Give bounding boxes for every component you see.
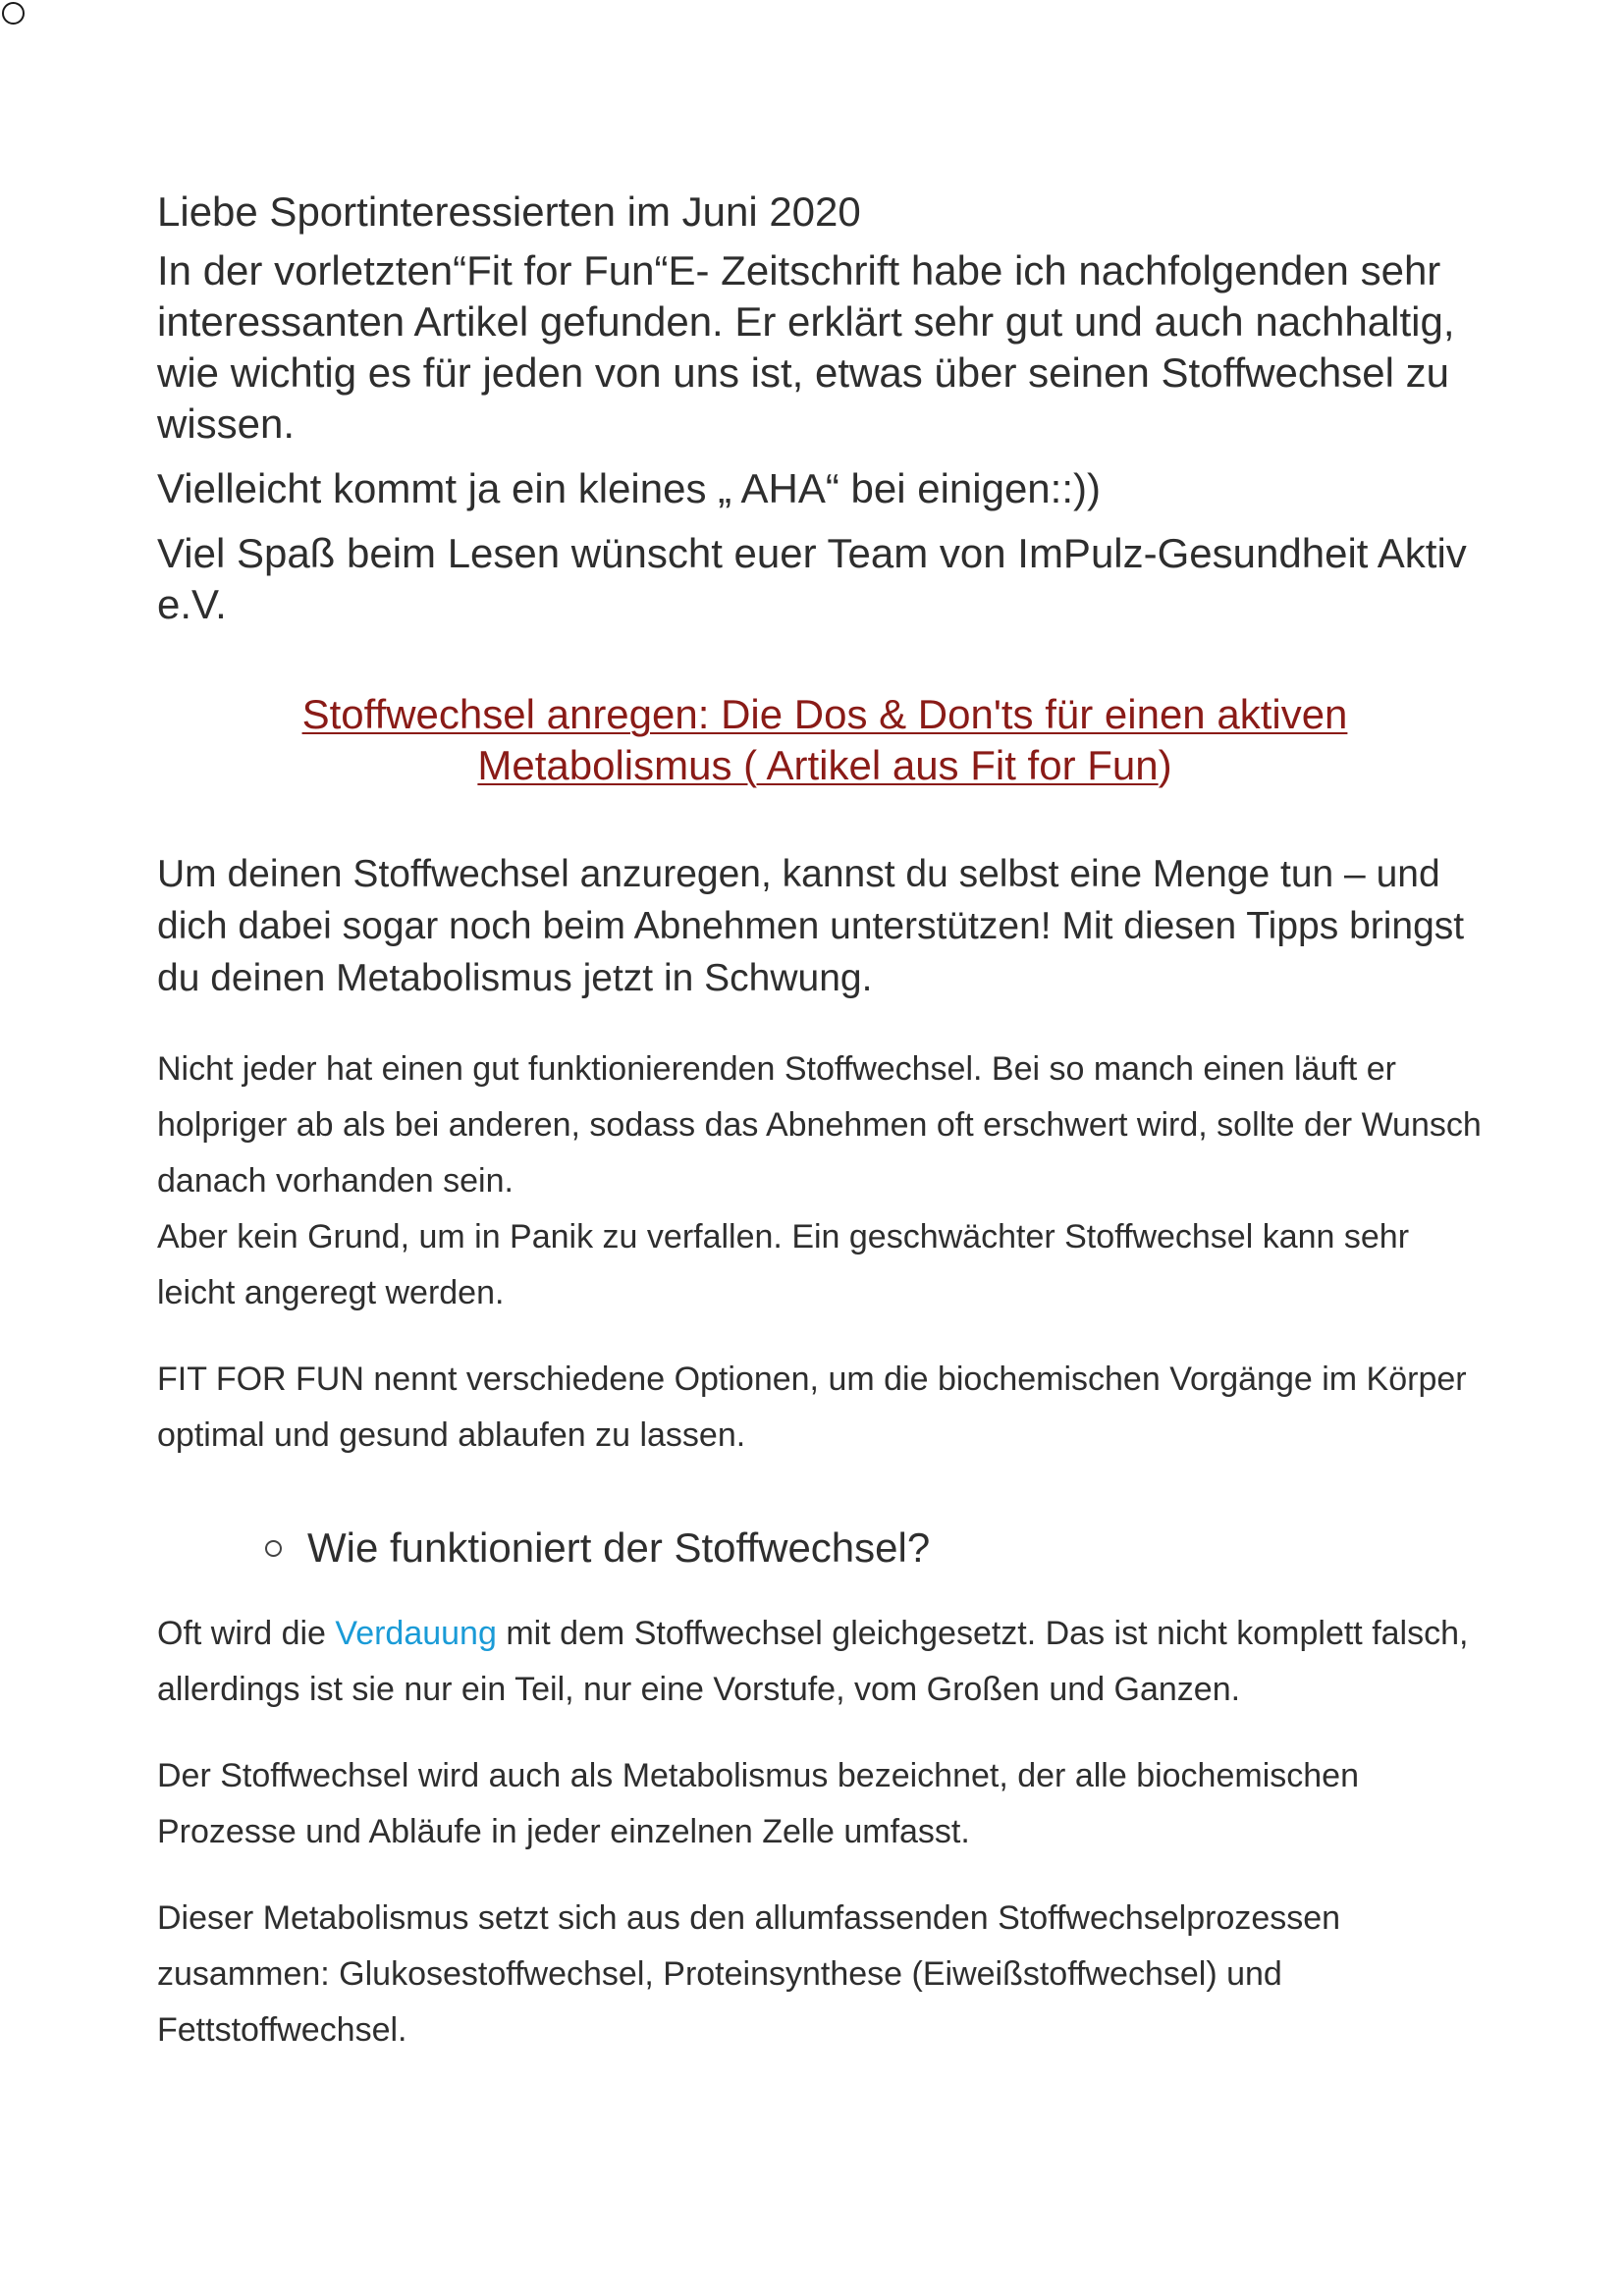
paragraph-stoffwechselprozesse: Dieser Metabolismus setzt sich aus den allumfassenden Stoffwechselprozessen zusammen: Glukosestoffwechsel, Proteinsynthese (Eiweißstoffwechsel) und Fettstoffwechsel.	[157, 1899, 1341, 2049]
hollow-bullet-icon	[265, 1540, 282, 1557]
paragraph-text: mit dem Stoffwechsel gleichgesetzt. Das ist nicht komplett falsch, allerdings ist sie nur ein Teil, nur eine Vorstufe, vom Großen und Ganzen.	[157, 1615, 1469, 1708]
paragraph-stoffwechsel-intro	[157, 1041, 1492, 1321]
greeting: Liebe Sportinteressierten im Juni 2020	[157, 188, 861, 235]
paragraph-fit-for-fun: FIT FOR FUN nennt verschiedene Optionen, um die biochemischen Vorgänge im Körper optimal und gesund ablaufen zu lassen.	[157, 1361, 1467, 1454]
signoff-paragraph: Viel Spaß beim Lesen wünscht euer Team von ImPulz-Gesundheit Aktiv e.V.	[157, 530, 1467, 627]
article-title	[157, 689, 1492, 791]
section-heading	[265, 1521, 1492, 1575]
intro-section	[157, 187, 1492, 630]
article-title-close: )	[1158, 742, 1172, 788]
circle-outline-icon	[2, 2, 25, 25]
intro-paragraph: In der vorletzten“Fit for Fun“E- Zeitschrift habe ich nachfolgenden sehr interessanten Artikel gefunden. Er erklärt sehr gut und auch nachhaltig, wie wichtig es für jeden von uns ist, etwas über seinen Stoffwechsel zu wissen.	[157, 247, 1455, 447]
paragraph-line: Aber kein Grund, um in Panik zu verfallen. Ein geschwächter Stoffwechsel kann sehr leicht angeregt werden.	[157, 1218, 1410, 1311]
article-lead: Um deinen Stoffwechsel anzuregen, kannst du selbst eine Menge tun – und dich dabei sogar noch beim Abnehmen unterstützen! Mit diesen Tipps bringst du deinen Metabolismus jetzt in Schwung.	[157, 853, 1465, 999]
paragraph-metabolismus: Der Stoffwechsel wird auch als Metabolismus bezeichnet, der alle biochemischen Prozesse und Abläufe in jeder einzelnen Zelle umfasst.	[157, 1757, 1359, 1850]
aha-paragraph: Vielleicht kommt ja ein kleines „ AHA“ bei einigen::))	[157, 465, 1101, 511]
section-heading-text: Wie funktioniert der Stoffwechsel?	[307, 1524, 931, 1571]
verdauung-link[interactable]: Verdauung	[335, 1615, 497, 1652]
article-title-link-line1[interactable]: Stoffwechsel anregen: Die Dos & Don'ts für einen aktiven	[301, 691, 1348, 737]
article-title-link-line2[interactable]: Metabolismus ( Artikel aus Fit for Fun	[477, 742, 1159, 788]
paragraph-text: Oft wird die	[157, 1615, 336, 1652]
document-body	[157, 187, 1492, 2058]
paragraph-verdauung	[157, 1606, 1492, 1718]
paragraph-line: Nicht jeder hat einen gut funktionierenden Stoffwechsel. Bei so manch einen läuft er holpriger ab als bei anderen, sodass das Abnehmen oft erschwert wird, sollte der Wunsch danach vorhanden sein.	[157, 1050, 1482, 1200]
